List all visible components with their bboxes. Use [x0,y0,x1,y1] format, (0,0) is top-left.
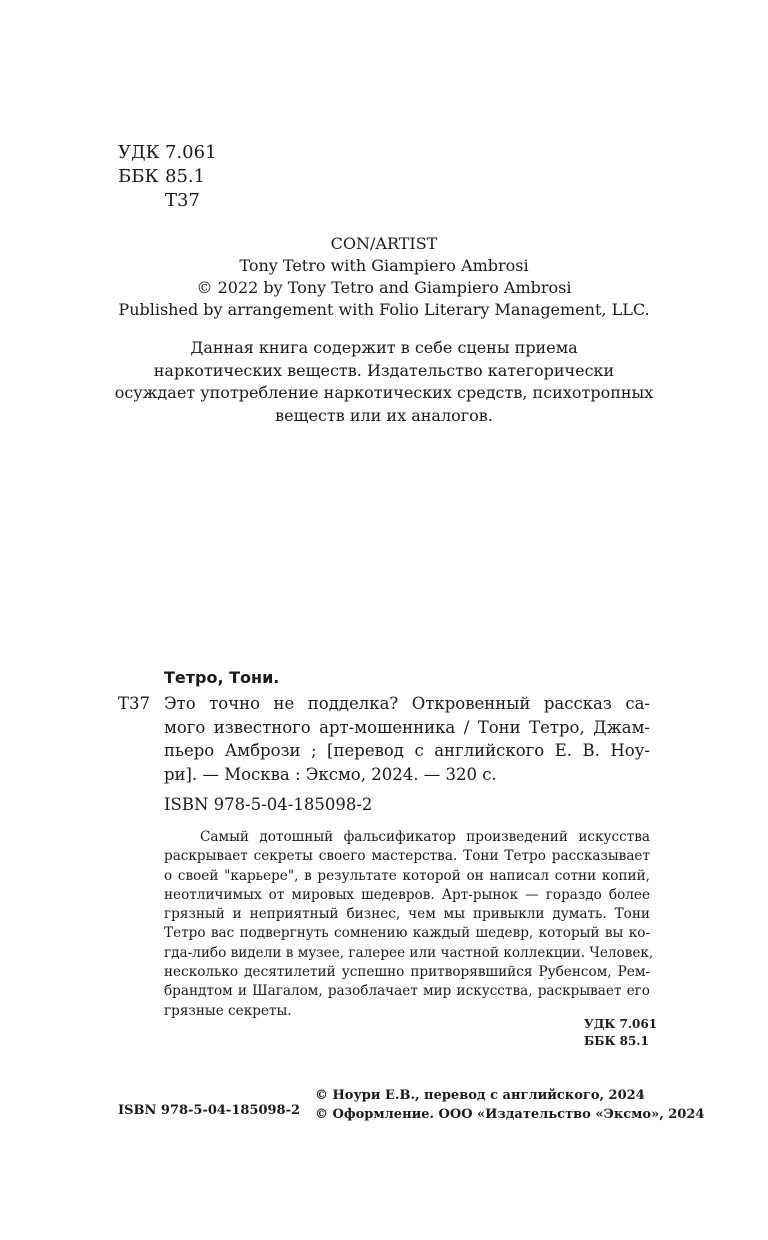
udk-value: 7.061 [165,142,217,163]
entry-isbn: ISBN 978-5-04-185098-2 [164,795,373,814]
warning-line: веществ или их аналогов. [275,405,493,425]
udk-code: УДК 7.061 [584,1017,658,1031]
annotation-line: грязные секреты. [164,1002,292,1019]
original-copyright: © 2022 by Tony Tetro and Giampiero Ambrosi [196,278,572,297]
udk-label: УДК [118,142,160,163]
annotation-line: Тетро вас подвергнуть сомнению каждый шедевр, который вы ко- [164,925,650,942]
bbk-value: 85.1 [165,166,206,187]
entry-line: ри]. — Москва : Эксмо, 2024. — 320 с. [164,764,497,784]
author-mark-row [118,189,217,213]
entry-author: Тетро, Тони. [164,668,280,687]
content-warning [0,337,768,427]
footer-isbn: ISBN 978-5-04-185098-2 [118,1103,301,1118]
bbk-label: ББК [118,166,159,187]
author-mark: Т37 [165,190,200,211]
warning-line: Данная книга содержит в себе сцены приема [190,338,578,357]
translation-copyright: © Ноури Е.В., перевод с английского, 2024 [315,1088,645,1103]
original-authors: Tony Tetro with Giampiero Ambrosi [239,256,529,275]
annotation-line: грязный и неприятный бизнес, чем мы привыкли думать. Тони [164,906,650,923]
udk-row [118,141,217,165]
warning-line: наркотических веществ. Издательство категорически [153,360,615,380]
classification-block [118,141,217,213]
annotation-line: гда-либо видели в музее, галерее или частной коллекции. Человек, [164,944,654,961]
entry-line: Это точно не подделка? Откровенный рассказ са- [164,694,650,713]
annotation-line: неотличимых от мировых шедевров. Арт-рынок — гораздо более [164,886,650,903]
annotation [164,828,654,1021]
entry-line: пьеро Амбрози ; [перевод с английского Е. В. Ноу- [164,741,650,760]
bbk-row [118,165,217,189]
footer-copyrights [315,1086,704,1124]
annotation-line: раскрывает секреты своего мастерства. Тони Тетро рассказывает [164,848,650,865]
annotation-line: брандтом и Шагалом, разоблачает мир искусства, раскрывает его [164,983,650,1000]
entry-line: мого известного арт-мошенника / Тони Тетро, Джам- [164,717,650,737]
codes-right-block [584,1016,657,1050]
entry-description [164,692,650,786]
annotation-line: несколько десятилетий успешно притворявшийся Рубенсом, Рем- [164,964,650,981]
bbk-code: ББК 85.1 [584,1034,649,1048]
original-title: CON/ARTIST [330,234,438,253]
annotation-line: о своей "карьере", в результате которой он написал сотни копий, [164,867,650,884]
original-arrangement: Published by arrangement with Folio Literary Management, LLC. [118,300,650,319]
design-copyright: © Оформление. ООО «Издательство «Эксмо», 2024 [315,1107,705,1122]
annotation-line: Самый дотошный фальсификатор произведений искусства [200,829,650,845]
original-copyright-block [0,233,768,321]
warning-line: осуждает употребление наркотических средств, психотропных [114,383,654,402]
entry-mark: Т37 [118,694,151,713]
